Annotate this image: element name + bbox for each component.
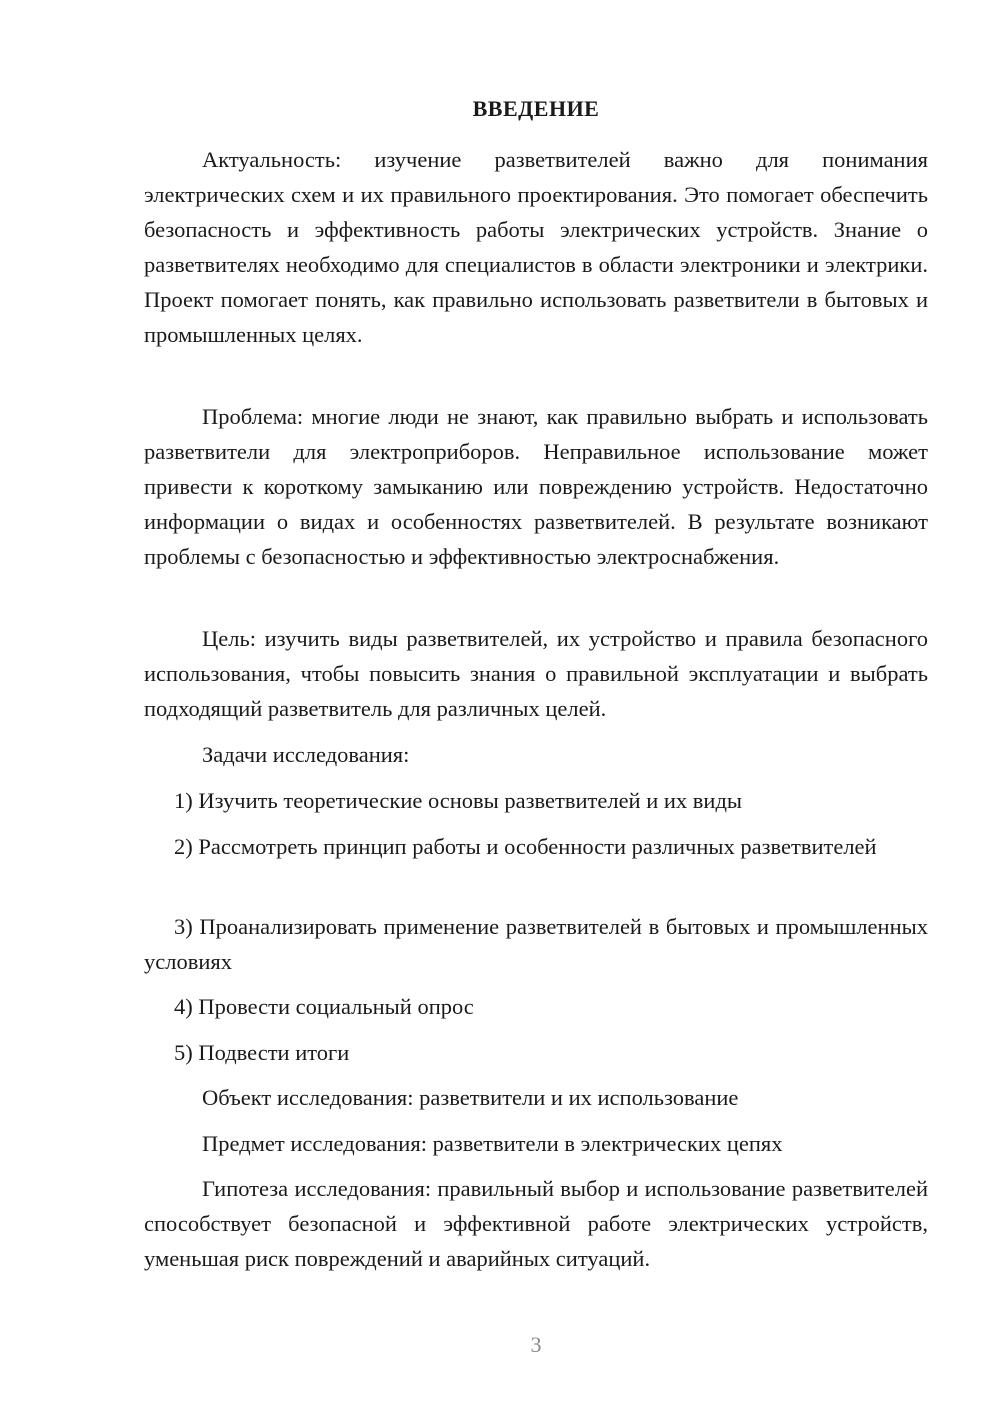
paragraph-relevance: Актуальность: изучение разветвителей важно для понимания электрических схем и их правильного проектирования. Это помогает обеспечить безопасность и эффективность работы электрических устройств. Знание о разветвителях необходимо для специалистов в области электроники и электрики. Проект помогает понять, как правильно использовать разветвители в бытовых и промышленных целях. xyxy=(144,147,928,347)
task-item-5: 5) Подвести итоги xyxy=(174,1040,350,1065)
paragraph-goal: Цель: изучить виды разветвителей, их устройство и правила безопасного использования, чтобы повысить знания о правильной эксплуатации и выбрать подходящий разветвитель для различных целей. xyxy=(144,626,928,721)
paragraph-object: Объект исследования: разветвители и их использование xyxy=(202,1085,739,1110)
task-item-4: 4) Провести социальный опрос xyxy=(174,994,474,1019)
page-title: ВВЕДЕНИЕ xyxy=(472,96,600,121)
tasks-heading: Задачи исследования: xyxy=(202,742,410,767)
paragraph-subject: Предмет исследования: разветвители в электрических цепях xyxy=(202,1131,783,1156)
page-number: 3 xyxy=(530,1332,542,1357)
task-item-1: 1) Изучить теоретические основы разветвителей и их виды xyxy=(174,788,743,813)
task-item-2: 2) Рассмотреть принцип работы и особенности различных разветвителей xyxy=(174,834,877,859)
paragraph-problem: Проблема: многие люди не знают, как правильно выбрать и использовать разветвители для электроприборов. Неправильное использование может привести к короткому замыканию или повреждению устройств. Недостаточно информации о видах и особенностях разветвителей. В результате возникают проблемы с безопасностью и эффективностью электроснабжения. xyxy=(144,404,928,569)
task-item-3: 3) Проанализировать применение разветвителей в бытовых и промышленных условиях xyxy=(144,914,928,974)
paragraph-hypothesis: Гипотеза исследования: правильный выбор и использование разветвителей способствует безопасной и эффективной работе электрических устройств, уменьшая риск повреждений и аварийных ситуаций. xyxy=(144,1176,928,1271)
